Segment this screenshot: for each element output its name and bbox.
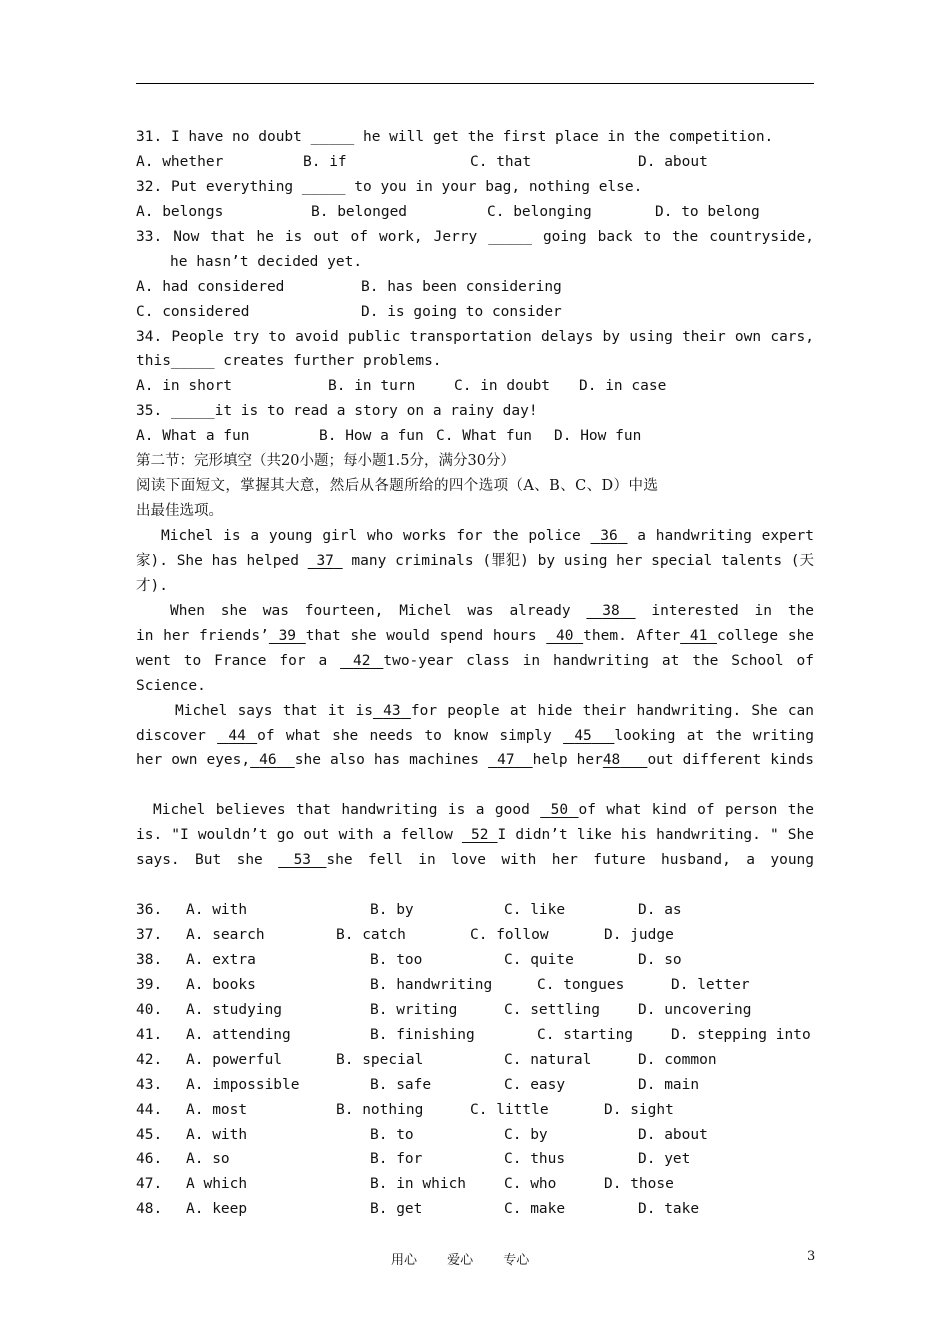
option-b: B. in turn bbox=[328, 378, 416, 395]
passage-p2-line3: went to France for a 42 two-year class in handwriting at the School of bbox=[136, 652, 814, 669]
option-c: C. who bbox=[504, 1176, 557, 1193]
question-33-options-ab bbox=[136, 275, 814, 300]
option-d: D. about bbox=[638, 1126, 708, 1143]
cloze-options-row bbox=[136, 1197, 814, 1222]
option-a: A. impossible bbox=[186, 1076, 300, 1093]
option-a: A. studying bbox=[186, 1001, 283, 1018]
question-number: 47. bbox=[136, 1176, 163, 1193]
blank-44: 44 bbox=[228, 727, 246, 744]
option-b: B. in which bbox=[370, 1176, 467, 1193]
blank-38: 38 bbox=[602, 602, 620, 619]
option-a: A. books bbox=[186, 976, 256, 993]
option-b: B. get bbox=[370, 1201, 423, 1218]
option-a: A. search bbox=[186, 927, 265, 943]
cloze-options-row bbox=[136, 998, 814, 1023]
question-number: 41. bbox=[136, 1026, 163, 1043]
option-b: B. special bbox=[336, 1051, 424, 1068]
option-c: C. that bbox=[470, 153, 532, 170]
blank-47: 47 bbox=[497, 752, 515, 769]
option-a: A. in short bbox=[136, 378, 233, 395]
passage-p3-line3: her own eyes, 46 she also has machines 47 help her48 out different kinds bbox=[136, 752, 814, 769]
question-number: 42. bbox=[136, 1051, 163, 1068]
option-a: A. belongs bbox=[136, 203, 224, 220]
question-number: 37. bbox=[136, 927, 163, 943]
passage-p4-line1: Michel believes that handwriting is a good 50 of what kind of person the bbox=[153, 802, 814, 819]
blank-43: 43 bbox=[383, 702, 401, 719]
option-b: B. by bbox=[370, 902, 414, 919]
option-d: D. those bbox=[604, 1176, 674, 1193]
option-d: D. common bbox=[638, 1051, 717, 1068]
cloze-options-row bbox=[136, 898, 814, 923]
passage-p1-line1: Michel is a young girl who works for the police 36 a handwriting expert bbox=[161, 528, 814, 544]
question-number: 48. bbox=[136, 1201, 163, 1218]
question-35: 35. _____it is to read a story on a rainy day! bbox=[136, 403, 538, 420]
blank-50: 50 bbox=[550, 802, 569, 819]
option-a: A. with bbox=[186, 1126, 248, 1143]
option-c: C. follow bbox=[470, 927, 549, 943]
cloze-options-row bbox=[136, 923, 814, 948]
option-a: A. powerful bbox=[186, 1051, 283, 1068]
option-a: A which bbox=[186, 1176, 248, 1193]
passage-p3-line4 bbox=[136, 773, 814, 798]
page-number: 3 bbox=[807, 1249, 816, 1264]
cloze-options-row bbox=[136, 1098, 814, 1123]
option-c: C. by bbox=[504, 1126, 548, 1143]
option-b: B. too bbox=[370, 951, 423, 968]
question-number: 44. bbox=[136, 1101, 163, 1118]
option-b: B. handwriting bbox=[370, 976, 493, 993]
option-a: A. with bbox=[186, 902, 248, 919]
option-c: C. considered bbox=[136, 303, 250, 320]
passage-p4-line2: is. "I wouldn’t go out with a fellow 52 I didn’t like his handwriting. " She bbox=[136, 827, 814, 844]
option-b: B. safe bbox=[370, 1076, 432, 1093]
question-34: 34. People try to avoid public transportation delays by using their own cars, bbox=[136, 328, 814, 345]
passage-p3-line1: Michel says that it is 43 for people at hide their handwriting. She can bbox=[175, 702, 814, 719]
option-a: A. attending bbox=[186, 1026, 291, 1043]
cloze-options-row bbox=[136, 1147, 814, 1172]
option-c: C. in doubt bbox=[454, 378, 551, 395]
option-d: D. stepping into bbox=[671, 1026, 811, 1043]
option-c: C. settling bbox=[504, 1001, 601, 1018]
option-c: C. easy bbox=[504, 1076, 566, 1093]
option-b: B. nothing bbox=[336, 1101, 424, 1118]
blank-53: 53 bbox=[293, 852, 312, 869]
question-number: 46. bbox=[136, 1151, 163, 1168]
option-b: B. How a fun bbox=[319, 428, 424, 445]
option-d: D. sight bbox=[604, 1101, 674, 1118]
question-number: 45. bbox=[136, 1126, 163, 1143]
option-c: C. natural bbox=[504, 1051, 592, 1068]
blank-48: 48 bbox=[602, 752, 621, 769]
option-b: B. belonged bbox=[311, 203, 408, 220]
option-b: B. has been considering bbox=[361, 278, 562, 295]
cloze-options-row bbox=[136, 973, 814, 998]
question-number: 36. bbox=[136, 902, 163, 919]
option-a: A. most bbox=[186, 1101, 248, 1118]
option-d: D. yet bbox=[638, 1151, 691, 1168]
footer-motto: 用心 爱心 专心 bbox=[391, 1253, 530, 1268]
option-d: D. main bbox=[638, 1076, 700, 1093]
section-instruction: 阅读下面短文，掌握其大意，然后从各题所给的四个选项（A、B、C、D）中选 bbox=[136, 478, 659, 495]
passage-p2-line1: When she was fourteen, Michel was already 38 interested in the bbox=[170, 602, 814, 619]
option-d: D. How fun bbox=[554, 428, 642, 445]
option-c: C. What fun bbox=[436, 428, 533, 445]
question-35-options bbox=[136, 424, 814, 449]
header-rule bbox=[136, 83, 814, 84]
option-d: D. letter bbox=[671, 976, 750, 993]
option-d: D. take bbox=[638, 1201, 700, 1218]
question-number: 43. bbox=[136, 1076, 163, 1093]
option-b: B. catch bbox=[336, 927, 406, 943]
blank-42: 42 bbox=[353, 652, 371, 669]
option-b: B. for bbox=[370, 1151, 423, 1168]
passage-p4-line4 bbox=[136, 873, 814, 898]
passage-p1-line2: 家). She has helped 37 many criminals (罪犯) by using her special talents (天 bbox=[136, 552, 814, 569]
option-a: A. What a fun bbox=[136, 428, 250, 445]
option-b: B. to bbox=[370, 1126, 414, 1143]
cloze-options-row bbox=[136, 948, 814, 973]
cloze-options-row bbox=[136, 1172, 814, 1197]
page-footer bbox=[0, 1246, 950, 1270]
question-31: 31. I have no doubt _____ he will get the first place in the competition. bbox=[136, 129, 774, 145]
section-heading: 第二节：完形填空（共20小题；每小题1.5分，满分30分） bbox=[136, 453, 515, 470]
passage-p2-line2: in her friends’ 39 that she would spend hours 40 them. After 41 college she bbox=[136, 627, 814, 644]
option-a: A. had considered bbox=[136, 278, 285, 295]
passage-p2-line4: Science. bbox=[136, 677, 206, 694]
blank-36: 36 bbox=[600, 528, 618, 544]
passage-p3-line2: discover 44 of what she needs to know simply 45 looking at the writing bbox=[136, 727, 814, 744]
cloze-options-row bbox=[136, 1048, 814, 1073]
question-number: 40. bbox=[136, 1001, 163, 1018]
option-a: A. keep bbox=[186, 1201, 248, 1218]
blank-46: 46 bbox=[259, 752, 277, 769]
question-32-options bbox=[136, 200, 814, 225]
option-c: C. thus bbox=[504, 1151, 566, 1168]
option-b: B. if bbox=[303, 153, 347, 170]
question-number: 39. bbox=[136, 976, 163, 993]
option-b: B. finishing bbox=[370, 1026, 475, 1043]
blank-41: 41 bbox=[689, 627, 708, 644]
blank-39: 39 bbox=[278, 627, 297, 644]
option-d: D. as bbox=[638, 902, 682, 919]
section-instruction-cont: 出最佳选项。 bbox=[136, 503, 223, 520]
question-number: 38. bbox=[136, 951, 163, 968]
option-a: A. whether bbox=[136, 153, 224, 170]
option-d: D. so bbox=[638, 951, 682, 968]
option-d: D. to belong bbox=[655, 203, 760, 220]
option-b: B. writing bbox=[370, 1001, 458, 1018]
option-a: A. extra bbox=[186, 951, 256, 968]
question-33-options-cd bbox=[136, 300, 814, 325]
question-34-cont: this_____ creates further problems. bbox=[136, 353, 442, 370]
option-d: D. judge bbox=[604, 927, 674, 943]
question-33: 33. Now that he is out of work, Jerry _____ going back to the countryside, bbox=[136, 228, 814, 245]
cloze-options-row bbox=[136, 1023, 814, 1048]
option-c: C. starting bbox=[537, 1026, 634, 1043]
question-31-options bbox=[136, 150, 814, 175]
option-c: C. quite bbox=[504, 951, 574, 968]
blank-52: 52 bbox=[470, 827, 489, 844]
question-32: 32. Put everything _____ to you in your bag, nothing else. bbox=[136, 178, 643, 195]
option-c: C. little bbox=[470, 1101, 549, 1118]
option-d: D. about bbox=[638, 153, 708, 170]
option-c: C. belonging bbox=[487, 203, 592, 220]
option-d: D. is going to consider bbox=[361, 303, 562, 320]
option-d: D. uncovering bbox=[638, 1001, 752, 1018]
cloze-options-row bbox=[136, 1073, 814, 1098]
blank-37: 37 bbox=[316, 552, 334, 569]
option-a: A. so bbox=[186, 1151, 230, 1168]
question-33-cont: he hasn’t decided yet. bbox=[170, 253, 363, 270]
blank-40: 40 bbox=[555, 627, 574, 644]
option-d: D. in case bbox=[579, 378, 667, 395]
passage-p4-line3: says. But she 53 she fell in love with her future husband, a young bbox=[136, 852, 814, 869]
exam-content bbox=[136, 125, 814, 1222]
option-c: C. like bbox=[504, 902, 566, 919]
cloze-options-table bbox=[136, 898, 814, 1222]
passage-p1-line3: 才). bbox=[136, 577, 168, 594]
question-34-options bbox=[136, 374, 814, 399]
option-c: C. make bbox=[504, 1201, 566, 1218]
blank-45: 45 bbox=[574, 727, 592, 744]
cloze-options-row bbox=[136, 1123, 814, 1148]
option-c: C. tongues bbox=[537, 976, 625, 993]
